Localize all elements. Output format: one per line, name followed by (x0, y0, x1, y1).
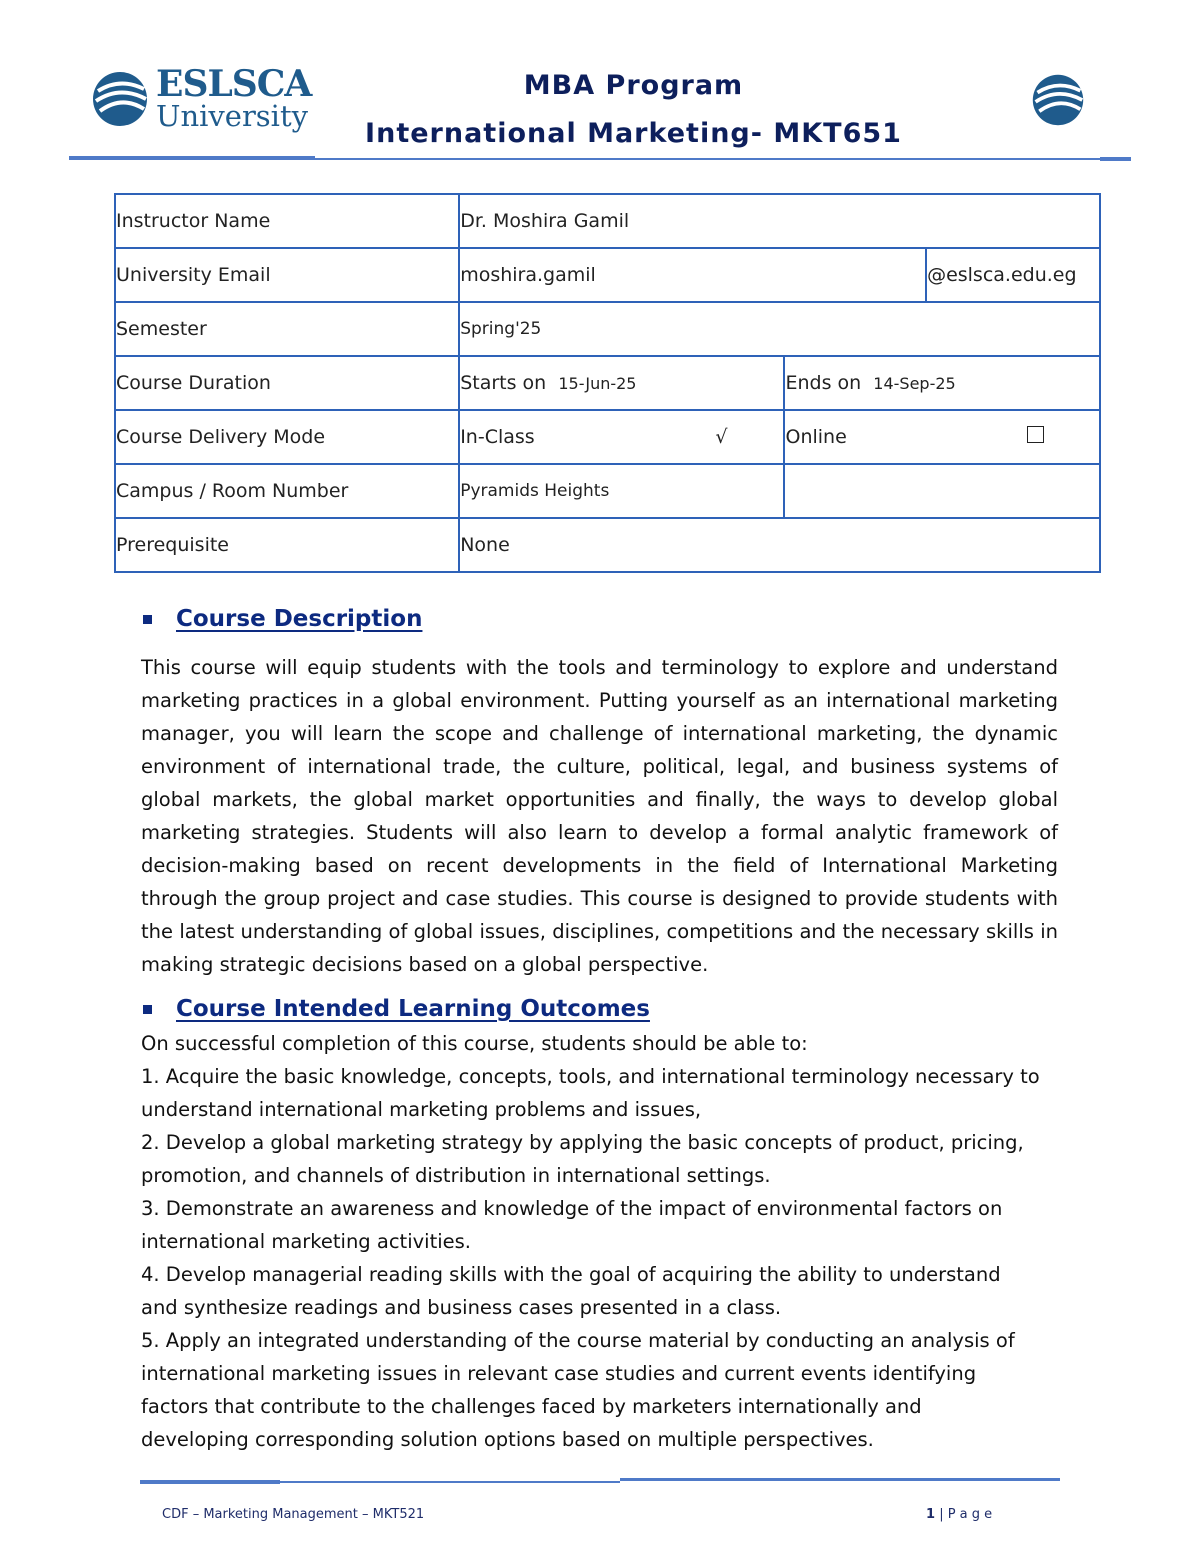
bullet-icon (143, 615, 152, 624)
label: Instructor Name (115, 194, 459, 248)
email-domain: @eslsca.edu.eg (926, 248, 1100, 302)
label: Ends on (785, 372, 862, 394)
footer-divider (140, 1480, 280, 1484)
section-heading-description: Course Description (143, 606, 422, 632)
value: 14-Sep-25 (873, 374, 956, 393)
logo-line1: ESLSCA (156, 63, 312, 105)
inclass-option[interactable] (459, 410, 784, 464)
label: Course Duration (115, 356, 459, 410)
section-heading-outcomes: Course Intended Learning Outcomes (143, 996, 650, 1022)
label: Course Delivery Mode (115, 410, 459, 464)
outcomes-intro: On successful completion of this course, students should be able to: (141, 1032, 808, 1055)
description-text: This course will equip students with the tools and terminology to explore and understand marketing practices in a global environment. Putting yourself as an international marketing manager, you will learn the scope and challenge of international marketing, the dynamic environment of international trade, the culture, political, legal, and business systems of global markets, the global market opportunities and finally, the ways to develop global marketing strategies. Students will also learn to develop a formal analytic framework of decision-making based on recent developments in the field of International Marketing through the group project and case studies. This course is designed to provide students with the latest understanding of global issues, disciplines, competitions and the necessary skills in making strategic decisions based on a global perspective. (141, 656, 1058, 976)
footer-divider (620, 1478, 1060, 1481)
header-divider (1100, 157, 1131, 161)
outcomes-list (141, 1027, 1041, 1456)
online-option[interactable] (784, 410, 1100, 464)
value: 15-Jun-25 (558, 374, 637, 393)
checkbox-icon[interactable] (1027, 426, 1044, 443)
header-divider (69, 156, 315, 160)
label: In-Class (460, 426, 535, 448)
header-divider (315, 158, 1100, 160)
label: University Email (115, 248, 459, 302)
list-item: 4. Develop managerial reading skills with the goal of acquiring the ability to understand and synthesize readings and business cases presented in a class. (141, 1263, 1001, 1319)
email-user: moshira.gamil (459, 248, 926, 302)
list-item: 2. Develop a global marketing strategy by applying the basic concepts of product, pricing, promotion, and channels of distribution in international settings. (141, 1131, 1024, 1187)
list-item: 3. Demonstrate an awareness and knowledge of the impact of environmental factors on international marketing activities. (141, 1197, 1003, 1253)
prerequisite: None (459, 518, 1100, 572)
label: Prerequisite (115, 518, 459, 572)
label: Campus / Room Number (115, 464, 459, 518)
footer-divider (280, 1481, 620, 1483)
label: Online (785, 426, 847, 448)
bullet-icon (143, 1005, 152, 1014)
course-info-table (114, 193, 1101, 573)
list-item: 5. Apply an integrated understanding of the course material by conducting an analysis of international marketing issues in relevant case studies and current events identifying factors that contribute to the challenges faced by marketers internationally and developing corresponding solution options based on multiple perspectives. (141, 1329, 1015, 1451)
start-date (459, 356, 784, 410)
swirl-logo-icon (1030, 72, 1086, 128)
semester: Spring'25 (459, 302, 1100, 356)
end-date (784, 356, 1100, 410)
page-number: 1 | P a g e (926, 1507, 993, 1522)
label: Semester (115, 302, 459, 356)
logo-line2: University (156, 99, 308, 133)
checkmark-icon: √ (715, 426, 728, 448)
instructor-name: Dr. Moshira Gamil (459, 194, 1100, 248)
campus: Pyramids Heights (459, 464, 784, 518)
footer-course: CDF – Marketing Management – MKT521 (162, 1507, 425, 1522)
course-title: International Marketing- MKT651 (365, 118, 902, 149)
list-item: 1. Acquire the basic knowledge, concepts, tools, and international terminology necessary to understand international marketing problems and issues, (141, 1065, 1040, 1121)
label: Starts on (460, 372, 547, 394)
empty-cell (784, 464, 1100, 518)
program-title: MBA Program (523, 70, 744, 101)
